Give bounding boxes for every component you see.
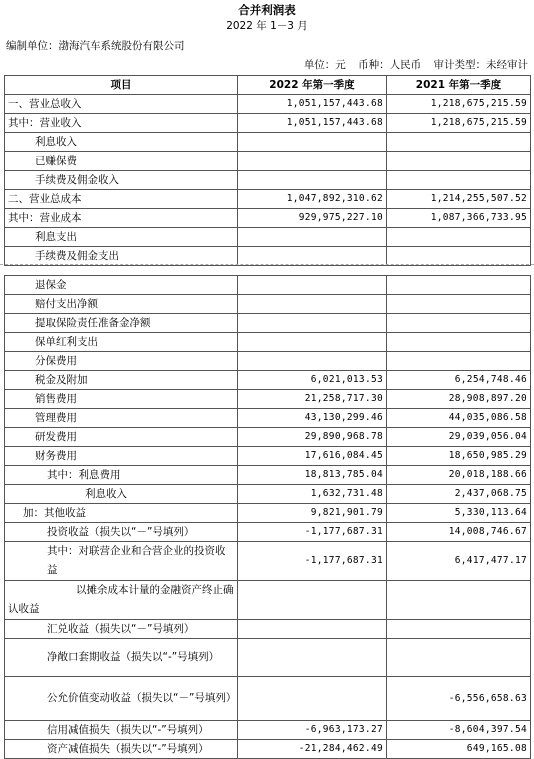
row-label: 利息支出: [5, 228, 238, 247]
value-2021: [387, 228, 531, 247]
value-2021: [387, 333, 531, 352]
table-row: [5, 133, 531, 152]
value-2021: 6,417,477.17: [387, 542, 531, 581]
value-2022: [238, 133, 387, 152]
value-2022: [238, 276, 387, 295]
table-row: [5, 740, 531, 759]
value-2021: [387, 295, 531, 314]
row-label: 利息收入: [5, 133, 238, 152]
value-2022: [238, 620, 387, 639]
value-2021: 5,330,113.64: [387, 504, 531, 523]
row-label: 其中：利息费用: [5, 466, 238, 485]
value-2022: 21,258,717.30: [238, 390, 387, 409]
value-2022: [238, 639, 387, 677]
table-row: [5, 333, 531, 352]
row-label: 管理费用: [5, 409, 238, 428]
value-2021: [387, 152, 531, 171]
table-row: [5, 504, 531, 523]
table-row: [5, 639, 531, 677]
statement-title: 合并利润表: [238, 3, 296, 17]
table-row: [5, 390, 531, 409]
row-label: 财务费用: [5, 447, 238, 466]
table-row: [5, 409, 531, 428]
value-2021: [387, 314, 531, 333]
value-2022: [238, 333, 387, 352]
value-2022: 929,975,227.10: [238, 209, 387, 228]
value-2021: 20,018,188.66: [387, 466, 531, 485]
value-2021: 18,650,985.29: [387, 447, 531, 466]
unit-line: [295, 57, 528, 72]
row-label: 其中：营业收入: [5, 114, 238, 133]
table-row: [5, 542, 531, 581]
value-2022: [238, 295, 387, 314]
value-2021: [387, 247, 531, 266]
value-2022: 1,051,157,443.68: [238, 95, 387, 114]
value-2021: 1,087,366,733.95: [387, 209, 531, 228]
value-2022: [238, 352, 387, 371]
value-2021: 29,039,056.04: [387, 428, 531, 447]
header-2021q1: 2021 年第一季度: [387, 76, 531, 95]
value-2022: 17,616,084.45: [238, 447, 387, 466]
row-label: 投资收益（损失以“－”号填列）: [5, 523, 238, 542]
row-label: 销售费用: [5, 390, 238, 409]
unit-label: 单位：元: [303, 59, 346, 71]
page-break: [0, 264, 534, 273]
table-row: [5, 523, 531, 542]
table-row: [5, 152, 531, 171]
value-2022: 9,821,901.79: [238, 504, 387, 523]
table-row: [5, 428, 531, 447]
row-label: 利息收入: [5, 485, 238, 504]
table-row: [5, 485, 531, 504]
value-2022: 18,813,785.04: [238, 466, 387, 485]
table-row: [5, 209, 531, 228]
value-2021: [387, 133, 531, 152]
value-2022: [238, 171, 387, 190]
table-row: [5, 114, 531, 133]
table-row: [5, 171, 531, 190]
value-2021: [387, 581, 531, 620]
value-2021: 1,214,255,507.52: [387, 190, 531, 209]
value-2022: 43,130,299.46: [238, 409, 387, 428]
row-label: 信用减值损失（损失以“-”号填列）: [5, 721, 238, 740]
value-2022: [238, 314, 387, 333]
row-label: 以摊余成本计量的金融资产终止确认收益: [5, 581, 238, 620]
table-row: [5, 677, 531, 721]
header-item: 项目: [5, 76, 238, 95]
table-row: [5, 314, 531, 333]
row-label: 其中：对联营企业和合营企业的投资收益: [5, 542, 238, 581]
value-2022: -21,284,462.49: [238, 740, 387, 759]
row-label: 退保金: [5, 276, 238, 295]
audit-label: 审计类型：未经审计: [433, 59, 528, 71]
value-2021: [387, 352, 531, 371]
value-2022: 29,890,968.78: [238, 428, 387, 447]
value-2021: 1,218,675,215.59: [387, 95, 531, 114]
table-row: [5, 581, 531, 620]
value-2021: -6,556,658.63: [387, 677, 531, 721]
value-2022: -1,177,687.31: [238, 542, 387, 581]
row-label: 手续费及佣金收入: [5, 171, 238, 190]
value-2021: [387, 171, 531, 190]
income-statement-table-bottom: [4, 275, 531, 759]
value-2022: 1,051,157,443.68: [238, 114, 387, 133]
row-label: 分保费用: [5, 352, 238, 371]
company-name: 编制单位：渤海汽车系统股份有限公司: [6, 40, 185, 52]
row-label: 净敞口套期收益（损失以“-”号填列）: [5, 639, 238, 677]
table-row: [5, 295, 531, 314]
row-label: 提取保险责任准备金净额: [5, 314, 238, 333]
table-row: [5, 620, 531, 639]
table-row: [5, 228, 531, 247]
table-row: [5, 721, 531, 740]
row-label: 二、营业总成本: [5, 190, 238, 209]
value-2021: 1,218,675,215.59: [387, 114, 531, 133]
value-2021: [387, 276, 531, 295]
row-label: 资产减值损失（损失以“-”号填列）: [5, 740, 238, 759]
value-2021: -8,604,397.54: [387, 721, 531, 740]
value-2022: 1,047,892,310.62: [238, 190, 387, 209]
row-label: 公允价值变动收益（损失以“－”号填列）: [5, 677, 238, 721]
value-2022: 6,021,013.53: [238, 371, 387, 390]
row-label: 手续费及佣金支出: [5, 247, 238, 266]
value-2021: 14,008,746.67: [387, 523, 531, 542]
table-row: [5, 190, 531, 209]
table-row: [5, 371, 531, 390]
value-2022: [238, 152, 387, 171]
row-label: 研发费用: [5, 428, 238, 447]
value-2022: -1,177,687.31: [238, 523, 387, 542]
table-row: [5, 447, 531, 466]
value-2021: 44,035,086.58: [387, 409, 531, 428]
row-label: 保单红利支出: [5, 333, 238, 352]
currency-label: 币种：人民币: [358, 59, 422, 71]
row-label: 一、营业总收入: [5, 95, 238, 114]
value-2022: [238, 247, 387, 266]
value-2022: -6,963,173.27: [238, 721, 387, 740]
table-row: [5, 352, 531, 371]
table-row: [5, 276, 531, 295]
table-row: [5, 466, 531, 485]
value-2022: [238, 228, 387, 247]
row-label: 其中：营业成本: [5, 209, 238, 228]
row-label: 赔付支出净额: [5, 295, 238, 314]
table-row: [5, 247, 531, 266]
row-label: 已赚保费: [5, 152, 238, 171]
value-2022: 1,632,731.48: [238, 485, 387, 504]
value-2021: 2,437,068.75: [387, 485, 531, 504]
table-row: [5, 95, 531, 114]
value-2021: 28,908,897.20: [387, 390, 531, 409]
row-label: 加：其他收益: [5, 504, 238, 523]
header-2022q1: 2022 年第一季度: [238, 76, 387, 95]
table-header-row: [5, 76, 531, 95]
value-2021: 649,165.08: [387, 740, 531, 759]
value-2021: [387, 620, 531, 639]
value-2022: [238, 677, 387, 721]
statement-period: 2022 年 1－3 月: [226, 20, 308, 32]
value-2021: [387, 639, 531, 677]
value-2022: [238, 581, 387, 620]
income-statement-table-top: [4, 75, 531, 266]
value-2021: 6,254,748.46: [387, 371, 531, 390]
row-label: 税金及附加: [5, 371, 238, 390]
row-label: 汇兑收益（损失以“－”号填列）: [5, 620, 238, 639]
